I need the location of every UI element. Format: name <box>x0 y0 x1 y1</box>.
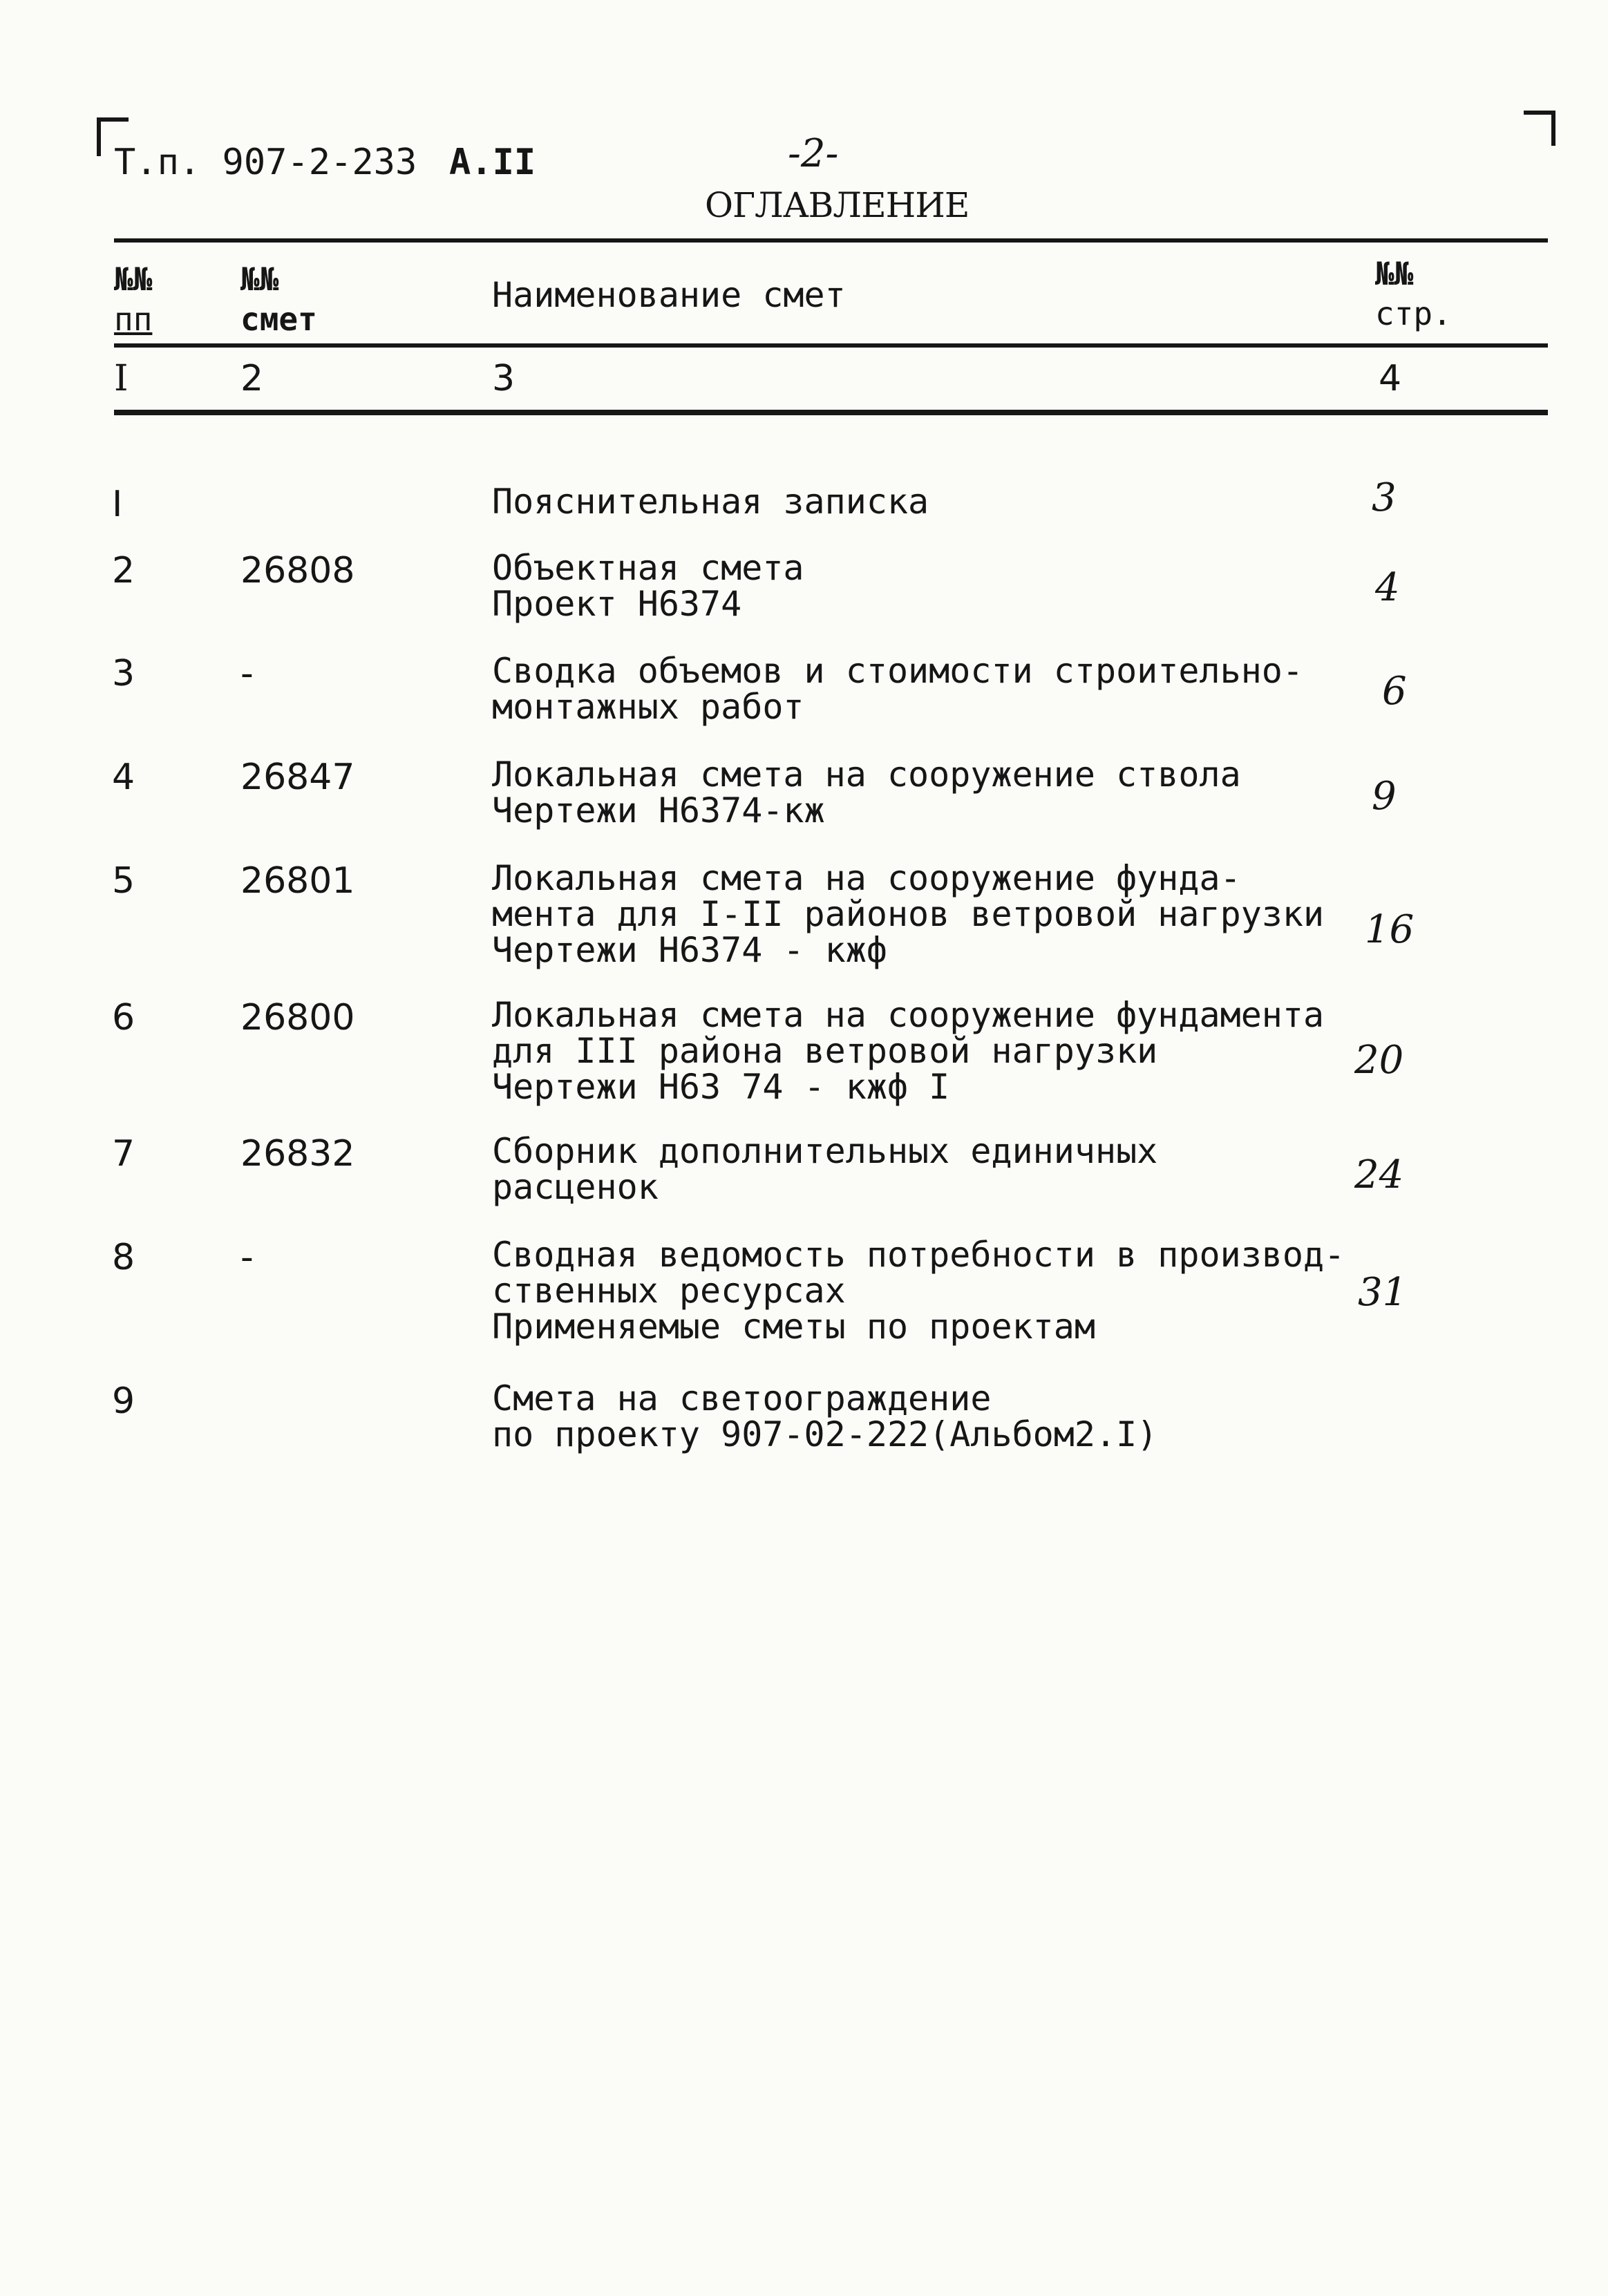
row-3-page: 6 <box>1382 669 1407 714</box>
row-8-name-line-2: ственных ресурсах <box>492 1271 846 1311</box>
row-4-name <box>492 755 1241 831</box>
row-2-name-line-2: Проект Н6374 <box>492 584 742 624</box>
row-9-name-line-1: Смета на светоограждение <box>492 1378 992 1419</box>
row-2-number: 2 <box>112 550 135 591</box>
document-code: Т.п. 907-2-233 <box>114 142 417 183</box>
row-4-name-line-2: Чертежи Н6374-кж <box>492 790 825 831</box>
column-header-pp-line2: пп <box>114 301 153 338</box>
row-5-name-line-2: мента для I-II районов ветровой нагрузки <box>492 894 1325 934</box>
column-number-2: 2 <box>240 358 264 399</box>
row-7-name-line-1: Сборник дополнительных единичных <box>492 1131 1158 1171</box>
column-header-pp <box>114 259 152 339</box>
corner-mark-top-right <box>1524 111 1555 146</box>
row-3-name-line-2: монтажных работ <box>492 687 804 727</box>
row-4-code: 26847 <box>240 757 355 798</box>
row-6-page: 20 <box>1354 1038 1404 1083</box>
row-2-code: 26808 <box>240 550 355 591</box>
column-header-smet <box>240 259 317 339</box>
row-4-name-line-1: Локальная смета на сооружение ствола <box>492 755 1241 795</box>
row-2-page: 4 <box>1375 565 1400 610</box>
row-7-name-line-2: расценок <box>492 1167 659 1207</box>
row-8-name-line-1: Сводная ведомость потребности в производ- <box>492 1235 1345 1275</box>
row-1-number: I <box>112 484 123 525</box>
row-2-name <box>492 550 804 622</box>
row-9-name <box>492 1378 1158 1454</box>
row-7-code: 26832 <box>240 1133 355 1175</box>
table-header-rule <box>114 343 1548 348</box>
row-5-code: 26801 <box>240 860 355 902</box>
table-top-rule <box>114 238 1548 243</box>
row-2-name-line-1: Объектная смета <box>492 548 804 588</box>
column-header-name: Наименование смет <box>492 275 846 315</box>
row-7-page: 24 <box>1354 1152 1404 1197</box>
column-header-pp-line1: №№ <box>114 260 153 298</box>
table-numbers-rule <box>114 410 1548 415</box>
column-header-page <box>1375 254 1452 334</box>
row-8-code: - <box>240 1237 254 1278</box>
row-3-number: 3 <box>112 653 135 694</box>
row-1-name-line-1: Пояснительная записка <box>492 482 929 522</box>
column-header-smet-line2: смет <box>240 301 317 338</box>
row-7-number: 7 <box>112 1133 135 1175</box>
column-number-4: 4 <box>1379 358 1402 399</box>
row-3-name-line-1: Сводка объемов и стоимости строительно- <box>492 651 1303 691</box>
row-5-name-line-1: Локальная смета на сооружение фунда- <box>492 858 1241 898</box>
column-number-1: I <box>114 358 129 399</box>
column-number-3: 3 <box>492 358 515 399</box>
row-6-name <box>492 997 1324 1105</box>
row-5-name <box>492 860 1324 968</box>
toc-title: ОГЛАВЛЕНИЕ <box>705 185 969 225</box>
row-9-number: 9 <box>112 1381 135 1422</box>
album-label: А.II <box>449 142 536 183</box>
row-8-page: 31 <box>1358 1270 1408 1315</box>
row-8-number: 8 <box>112 1237 135 1278</box>
column-header-page-line1: №№ <box>1375 255 1414 292</box>
row-6-number: 6 <box>112 997 135 1038</box>
row-6-name-line-2: для III района ветровой нагрузки <box>492 1031 1158 1071</box>
row-3-name <box>492 653 1303 725</box>
page-number: -2- <box>788 131 839 176</box>
row-6-name-line-1: Локальная смета на сооружение фундамента <box>492 995 1325 1035</box>
row-6-name-line-3: Чертежи Н63 74 - кжф I <box>492 1067 950 1107</box>
row-8-name <box>492 1237 1345 1345</box>
column-header-smet-line1: №№ <box>240 260 279 298</box>
row-8-name-line-3: Применяемые сметы по проектам <box>492 1307 1095 1347</box>
row-1-page: 3 <box>1372 475 1397 520</box>
row-6-code: 26800 <box>240 997 355 1038</box>
row-3-code: - <box>240 653 254 694</box>
row-9-name-line-2: по проекту 907-02-222(Альбом2.I) <box>492 1414 1158 1454</box>
row-5-number: 5 <box>112 860 135 902</box>
row-5-page: 16 <box>1365 907 1415 952</box>
column-header-page-line2: стр. <box>1375 295 1452 332</box>
row-1-name <box>492 484 929 520</box>
row-7-name <box>492 1133 1157 1205</box>
row-5-name-line-3: Чертежи Н6374 - кжф <box>492 930 887 970</box>
row-4-number: 4 <box>112 757 135 798</box>
row-4-page: 9 <box>1372 774 1397 819</box>
